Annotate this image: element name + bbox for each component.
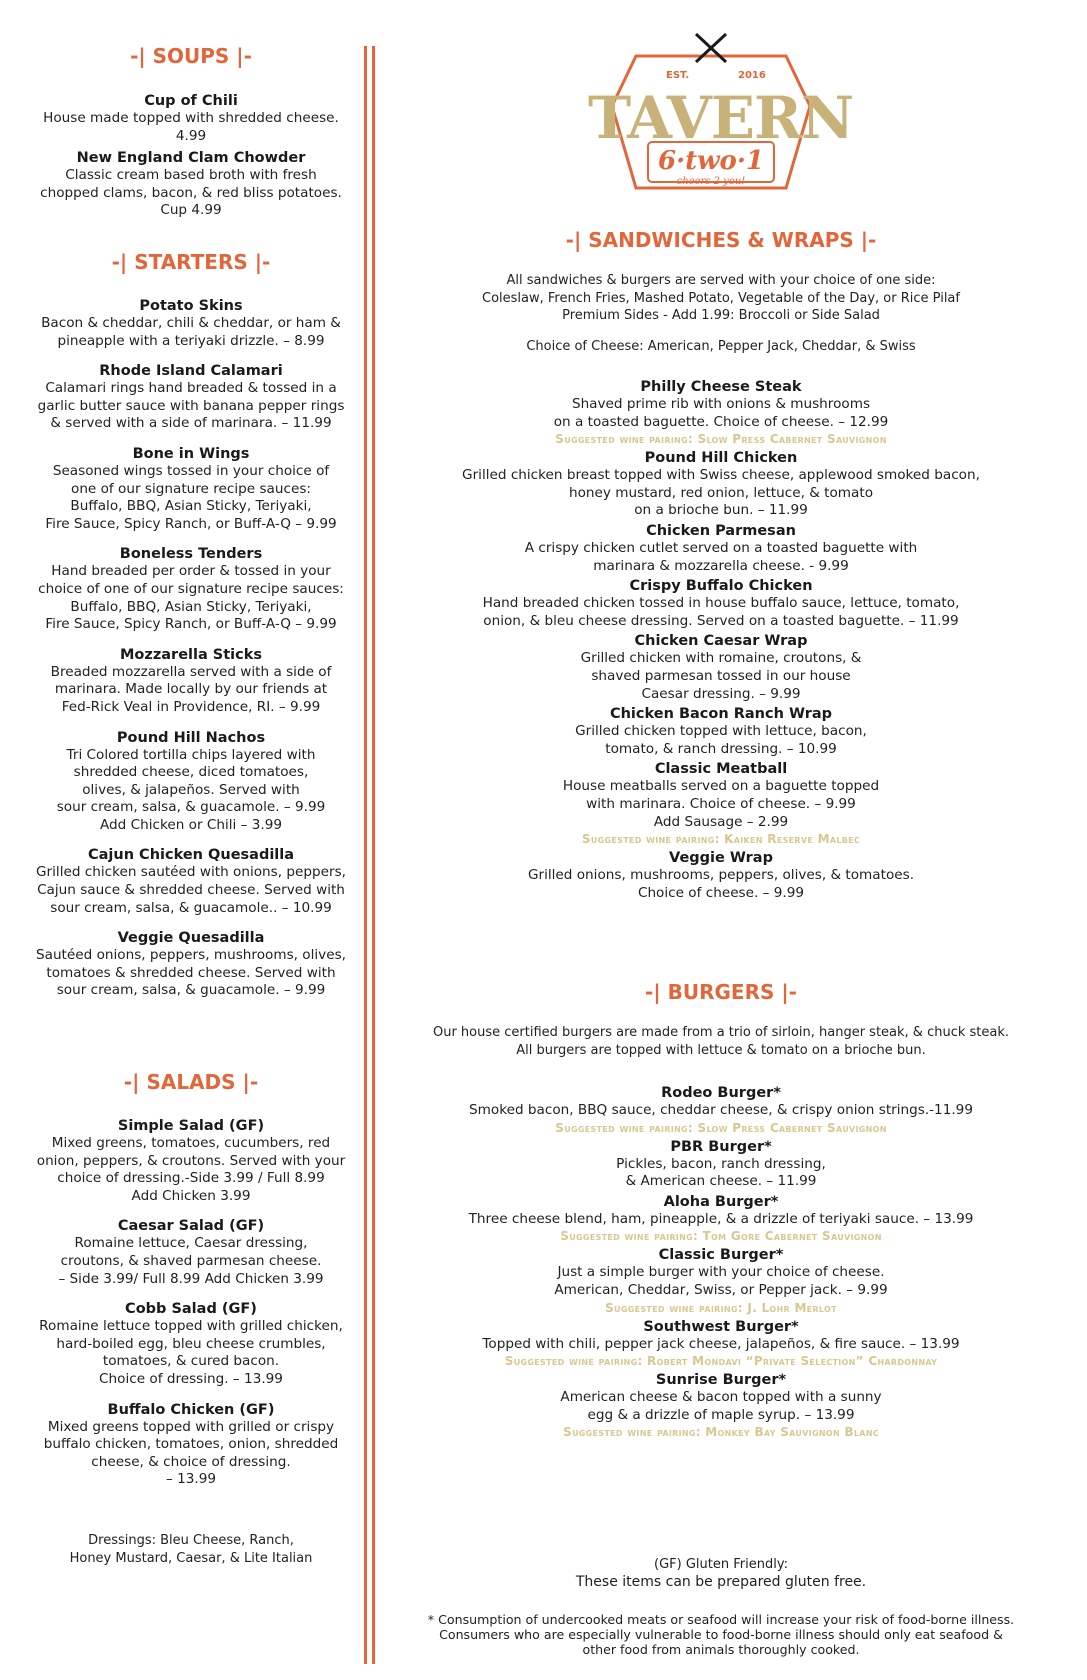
menu-item-description [30, 747, 352, 835]
menu-item-description-line: choice of dressing.-Side 3.99 / Full 8.99 [57, 1170, 325, 1187]
logo-year: 2016 [738, 70, 766, 81]
menu-item-name: Mozzarella Sticks [119, 646, 263, 663]
menu-item-name: Veggie Wrap [669, 850, 773, 867]
menu-item-description [416, 540, 1026, 575]
menu-item-description-line: cheese, & choice of dressing. [91, 1453, 291, 1470]
menu-item-description-line: Mixed greens, tomatoes, cucumbers, red [51, 1135, 331, 1151]
menu-item [30, 92, 352, 145]
menu-item-description-line: on a brioche bun. – 11.99 [634, 502, 808, 519]
menu-item-description-line: tomato, & ranch dressing. – 10.99 [605, 740, 837, 757]
menu-item-description-line: Fed-Rick Veal in Providence, RI. – 9.99 [61, 698, 321, 715]
gf-title: (GF) Gluten Friendly: [654, 1557, 788, 1572]
menu-item-description [416, 1211, 1026, 1229]
menu-item [30, 1300, 352, 1388]
menu-item-description-line: pineapple with a teriyaki drizzle. – 8.99 [57, 332, 325, 349]
starters-list [30, 297, 352, 1012]
menu-item-description-line: Cup 4.99 [160, 202, 222, 219]
menu-item-description-line: Caesar dressing. – 9.99 [641, 685, 801, 702]
menu-item-name: Cajun Chicken Quesadilla [87, 847, 295, 864]
menu-item-description-line: Topped with chili, pepper jack cheese, jalapeños, & fire sauce. – 13.99 [482, 1335, 960, 1352]
menu-item [416, 1371, 1026, 1440]
menu-item-name: Cobb Salad (GF) [125, 1301, 257, 1318]
menu-item-description [416, 396, 1026, 431]
menu-item-description-line: Grilled chicken with romaine, croutons, & [580, 650, 862, 667]
menu-item [30, 929, 352, 1000]
menu-item-description-line: Hand breaded chicken tossed in house buffalo sauce, lettuce, tomato, [482, 595, 960, 612]
menu-item-name: Philly Cheese Steak [640, 379, 802, 395]
menu-item-description [416, 595, 1026, 630]
menu-item-name: Veggie Quesadilla [117, 930, 265, 947]
column-divider-right [372, 46, 375, 1664]
wine-pairing: Suggested wine pairing: Tom Gore Cabernet Sauvignon [560, 1229, 882, 1244]
menu-item-description-line: on a toasted baguette. Choice of cheese. – 12.99 [553, 413, 889, 430]
menu-item-name: Chicken Bacon Ranch Wrap [609, 706, 833, 723]
menu-item-name: Rodeo Burger* [661, 1085, 781, 1101]
gf-desc: These items can be prepared gluten free. [575, 1573, 867, 1590]
menu-item [30, 1117, 352, 1205]
menu-item-description-line: Romaine lettuce topped with grilled chicken, [39, 1318, 343, 1335]
menu-item-description-line: Choice of cheese. – 9.99 [637, 884, 805, 901]
menu-item-description [30, 463, 352, 533]
wine-pairing: Suggested wine pairing: Slow Press Cabernet Sauvignon [555, 432, 887, 447]
intro-line: Premium Sides - Add 1.99: Broccoli or Side Salad [562, 308, 880, 323]
menu-item-description-line: croutons, & shaved parmesan cheese. [60, 1252, 322, 1269]
food-warning [416, 1612, 1026, 1657]
menu-item [30, 1217, 352, 1288]
menu-item-description-line: Three cheese blend, ham, pineapple, & a drizzle of teriyaki sauce. – 13.99 [468, 1210, 974, 1227]
menu-item-name: Southwest Burger* [643, 1318, 799, 1335]
menu-item-description [30, 563, 352, 633]
dressings-line: Dressings: Bleu Cheese, Ranch, [88, 1533, 294, 1548]
menu-item-description-line: one of our signature recipe sauces: [71, 480, 311, 497]
menu-item-description-line: 4.99 [175, 127, 207, 144]
menu-item-description-line: onion, peppers, & croutons. Served with your [36, 1152, 346, 1169]
menu-item-description-line: Add Sausage – 2.99 [653, 813, 789, 830]
menu-item [30, 646, 352, 717]
wine-pairing: Suggested wine pairing: J. Lohr Merlot [605, 1300, 837, 1315]
menu-item-description [416, 778, 1026, 831]
menu-item-description-line: Add Chicken 3.99 [131, 1187, 251, 1204]
menu-item-description [416, 1336, 1026, 1354]
menu-item [30, 545, 352, 633]
menu-item-description-line: A crispy chicken cutlet served on a toasted baguette with [524, 539, 918, 556]
salads-list [30, 1117, 352, 1501]
menu-item-description-line: tomatoes & shredded cheese. Served with [46, 964, 336, 981]
menu-item-description [30, 1135, 352, 1205]
menu-item-description-line: sour cream, salsa, & guacamole. – 9.99 [56, 982, 326, 999]
menu-item-description-line: sour cream, salsa, & guacamole.. – 10.99 [50, 899, 332, 916]
menu-item-name: Sunrise Burger* [655, 1372, 787, 1389]
menu-item [30, 362, 352, 433]
menu-item-description-line: Classic cream based broth with fresh [65, 167, 317, 184]
menu-item-description-line: Tri Colored tortilla chips layered with [66, 746, 316, 763]
wine-pairing: Suggested wine pairing: Kaiken Reserve Malbec [581, 832, 861, 847]
menu-item-description-line: Grilled chicken breast topped with Swiss cheese, applewood smoked bacon, [462, 467, 980, 484]
dressings-note [30, 1532, 352, 1567]
burgers-heading: -| BURGERS |- [645, 980, 797, 1004]
menu-item-name: Buffalo Chicken (GF) [107, 1401, 275, 1418]
menu-item-name: Pound Hill Chicken [644, 450, 798, 467]
menu-item-description-line: marinara. Made locally by our friends at [54, 681, 328, 698]
soups-heading: -| SOUPS |- [130, 44, 252, 68]
warning-line: other food from animals thoroughly cooked. [582, 1642, 860, 1657]
menu-item-name: Chicken Caesar Wrap [634, 633, 808, 650]
menu-item-description [30, 1419, 352, 1489]
menu-item-description-line: hard-boiled egg, bleu cheese crumbles, [56, 1335, 326, 1352]
gf-note [416, 1556, 1026, 1591]
menu-item-description [416, 1156, 1026, 1191]
menu-item-description [416, 467, 1026, 520]
menu-item [30, 149, 352, 220]
menu-item-description-line: shredded cheese, diced tomatoes, [73, 764, 309, 781]
menu-item-description [416, 867, 1026, 902]
menu-item-description-line: Fire Sauce, Spicy Ranch, or Buff-A-Q – 9.99 [45, 515, 337, 532]
menu-item-description-line: Pickles, bacon, ranch dressing, [616, 1155, 826, 1172]
menu-item [30, 445, 352, 533]
menu-item-name: Potato Skins [139, 298, 243, 314]
starters-heading: -| STARTERS |- [111, 250, 271, 274]
menu-item [30, 1401, 352, 1489]
menu-item-description-line: & American cheese. – 11.99 [625, 1173, 817, 1190]
intro-line: All burgers are topped with lettuce & tomato on a brioche bun. [516, 1042, 926, 1058]
menu-item [30, 846, 352, 917]
menu-item-description-line: American cheese & bacon topped with a sunny [560, 1389, 882, 1406]
menu-item-description-line: Just a simple burger with your choice of cheese. [557, 1264, 885, 1281]
menu-item-description-line: garlic butter sauce with banana pepper rings [37, 397, 345, 414]
menu-item-description-line: Add Chicken or Chili – 3.99 [99, 816, 283, 833]
menu-item-description [30, 167, 352, 220]
menu-item [416, 577, 1026, 630]
menu-item-description-line: marinara & mozzarella cheese. - 9.99 [593, 557, 849, 574]
menu-item-description-line: buffalo chicken, tomatoes, onion, shredded [43, 1436, 339, 1453]
menu-item-name: Cup of Chili [144, 93, 238, 109]
menu-item [416, 1246, 1026, 1315]
wine-pairing: Suggested wine pairing: Monkey Bay Sauvignon Blanc [563, 1425, 879, 1440]
menu-item [30, 297, 352, 350]
burgers-list [416, 1084, 1026, 1442]
menu-item [416, 1318, 1026, 1370]
menu-item-description-line: Fire Sauce, Spicy Ranch, or Buff-A-Q – 9.99 [45, 616, 337, 633]
menu-item [416, 1193, 1026, 1245]
cheese-choice: Choice of Cheese: American, Pepper Jack, Cheddar, & Swiss [526, 339, 916, 354]
menu-item [416, 849, 1026, 902]
menu-item-description-line: – Side 3.99/ Full 8.99 Add Chicken 3.99 [58, 1270, 324, 1287]
menu-item-description [30, 1318, 352, 1388]
menu-item-description-line: Sautéed onions, peppers, mushrooms, olives, [35, 947, 346, 964]
menu-item-description-line: & served with a side of marinara. – 11.99 [50, 415, 332, 432]
warning-line: * Consumption of undercooked meats or seafood will increase your risk of food-borne illness. [427, 1612, 1015, 1627]
menu-item [416, 378, 1026, 447]
sandwiches-heading: -| SANDWICHES & WRAPS |- [565, 228, 877, 252]
tavern-logo [588, 26, 854, 196]
menu-item [416, 760, 1026, 847]
menu-item-description-line: Choice of dressing. – 13.99 [99, 1370, 283, 1387]
menu-item-description-line: House meatballs served on a baguette topped [562, 778, 880, 795]
menu-item-description-line: shaved parmesan tossed in our house [591, 667, 851, 684]
menu-item-description-line: Grilled chicken topped with lettuce, bacon, [575, 723, 867, 740]
menu-item-description [30, 315, 352, 350]
menu-item-description-line: – 13.99 [165, 1471, 217, 1488]
menu-item-description-line: honey mustard, red onion, lettuce, & tomato [568, 484, 874, 501]
menu-item-name: Crispy Buffalo Chicken [629, 578, 813, 595]
menu-item-name: Pound Hill Nachos [116, 729, 266, 746]
menu-item-description-line: Smoked bacon, BBQ sauce, cheddar cheese, & crispy onion strings.-11.99 [469, 1102, 973, 1118]
menu-item-name: PBR Burger* [670, 1138, 772, 1155]
menu-item-description-line: Buffalo, BBQ, Asian Sticky, Teriyaki, [70, 498, 312, 515]
wine-pairing: Suggested wine pairing: Robert Mondavi “Private Selection” Chardonnay [504, 1354, 938, 1369]
logo-cheers: cheers 2 you! [676, 176, 746, 187]
soups-list [30, 92, 352, 224]
menu-item-description [30, 947, 352, 1000]
menu-item-name: Boneless Tenders [119, 546, 263, 563]
menu-item-name: Rhode Island Calamari [99, 363, 283, 380]
menu-item-description-line: Grilled onions, mushrooms, peppers, olives, & tomatoes. [527, 867, 915, 884]
menu-item-description-line: Calamari rings hand breaded & tossed in a [45, 380, 337, 397]
menu-item-description-line: Seasoned wings tossed in your choice of [52, 462, 330, 479]
menu-item-description-line: Buffalo, BBQ, Asian Sticky, Teriyaki, [70, 598, 312, 615]
menu-item [416, 632, 1026, 703]
menu-item-description-line: Mixed greens topped with grilled or crispy [47, 1418, 335, 1435]
menu-item-description-line: Hand breaded per order & tossed in your [51, 563, 331, 580]
menu-item [416, 522, 1026, 575]
menu-item-description-line: tomatoes, & cured bacon. [102, 1353, 280, 1370]
menu-item-description-line: sour cream, salsa, & guacamole. – 9.99 [56, 799, 326, 816]
menu-item [416, 705, 1026, 758]
menu-item-name: Classic Meatball [654, 761, 788, 778]
menu-item-description-line: with marinara. Choice of cheese. – 9.99 [586, 795, 856, 812]
menu-item-description [30, 380, 352, 433]
menu-item [416, 449, 1026, 520]
menu-item-description-line: egg & a drizzle of maple syrup. – 13.99 [587, 1406, 855, 1423]
menu-item-description-line: Bacon & cheddar, chili & cheddar, or ham & [41, 315, 341, 331]
menu-item-description [30, 1235, 352, 1288]
menu-item-description-line: onion, & bleu cheese dressing. Served on a toasted baguette. – 11.99 [483, 612, 959, 629]
burgers-intro [416, 1024, 1026, 1059]
menu-item [416, 1138, 1026, 1191]
sandwiches-list [416, 378, 1026, 904]
wine-pairing: Suggested wine pairing: Slow Press Cabernet Sauvignon [555, 1120, 887, 1135]
logo-est: EST. [666, 70, 690, 81]
warning-line: Consumers who are especially vulnerable to food-borne illness should only eat seafood & [439, 1627, 1003, 1642]
menu-item-description-line: House made topped with shredded cheese. [43, 110, 339, 126]
salads-heading: -| SALADS |- [123, 1070, 259, 1094]
menu-item-name: Simple Salad (GF) [117, 1118, 265, 1134]
menu-item-description-line: Romaine lettuce, Caesar dressing, [74, 1235, 308, 1252]
dressings-line: Honey Mustard, Caesar, & Lite Italian [69, 1550, 313, 1566]
menu-item-description [30, 864, 352, 917]
menu-item-name: Classic Burger* [658, 1247, 784, 1264]
menu-item-description [416, 1389, 1026, 1424]
menu-item-name: Aloha Burger* [663, 1193, 779, 1210]
menu-item-description [30, 110, 352, 145]
intro-line: Our house certified burgers are made from a trio of sirloin, hanger steak, & chuck steak. [432, 1025, 1010, 1040]
intro-line: Coleslaw, French Fries, Mashed Potato, Vegetable of the Day, or Rice Pilaf [482, 290, 960, 306]
menu-item-description-line: choice of one of our signature recipe sauces: [38, 580, 344, 597]
menu-item-description-line: Shaved prime rib with onions & mushrooms [571, 396, 871, 412]
menu-item-name: Chicken Parmesan [646, 522, 796, 539]
menu-item-description-line: Breaded mozzarella served with a side of [50, 663, 332, 680]
menu-item-description-line: Cajun sauce & shredded cheese. Served with [37, 882, 345, 899]
menu-item-description [416, 650, 1026, 703]
menu-item-description [416, 1264, 1026, 1299]
menu-item-name: Caesar Salad (GF) [117, 1218, 265, 1235]
intro-line: All sandwiches & burgers are served with your choice of one side: [506, 273, 936, 288]
menu-item-description [416, 723, 1026, 758]
menu-item-name: Bone in Wings [132, 445, 250, 462]
menu-item-description [416, 1102, 1026, 1120]
menu-item-description [30, 664, 352, 717]
logo-tagline: 6·two·1 [657, 146, 765, 176]
menu-item-description-line: American, Cheddar, Swiss, or Pepper jack. – 9.99 [554, 1281, 888, 1298]
menu-item-name: New England Clam Chowder [76, 150, 306, 167]
sandwiches-intro [416, 272, 1026, 325]
menu-item [416, 1084, 1026, 1136]
menu-item-description-line: chopped clams, bacon, & red bliss potatoes. [40, 184, 342, 201]
column-divider-left [364, 46, 367, 1664]
menu-item-description-line: olives, & jalapeños. Served with [82, 781, 300, 798]
logo-word: TAVERN [588, 84, 854, 152]
menu-item [30, 729, 352, 835]
menu-item-description-line: Grilled chicken sautéed with onions, peppers, [36, 864, 346, 881]
